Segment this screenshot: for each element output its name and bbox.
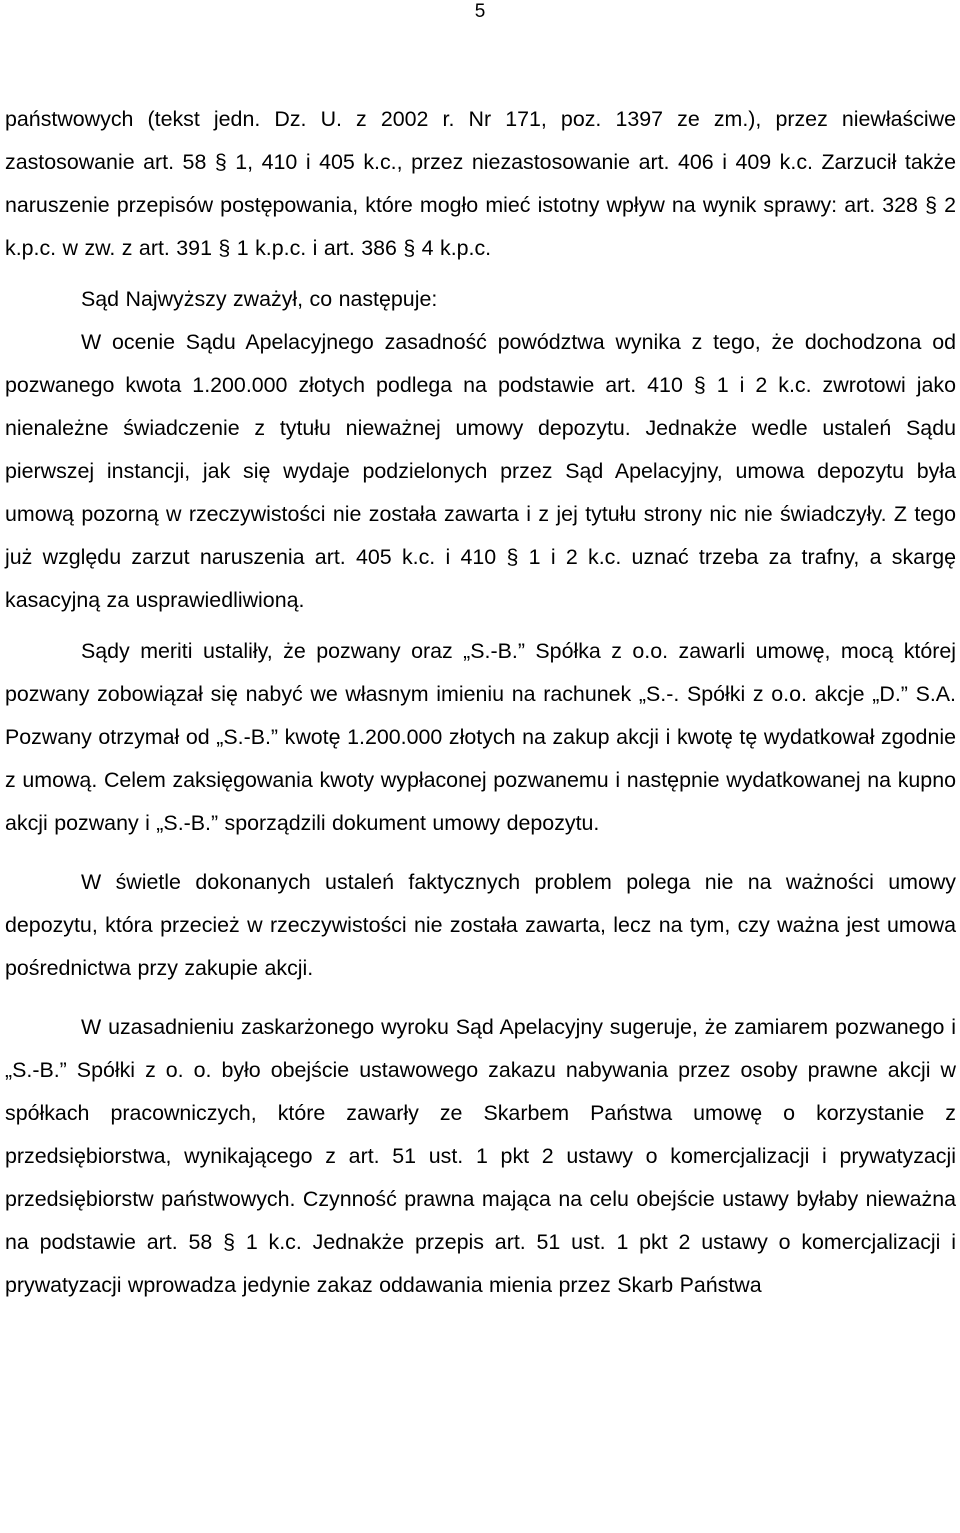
document-body	[5, 98, 956, 1307]
paragraph: Sądy meriti ustaliły, że pozwany oraz „S.-B.” Spółka z o.o. zawarli umowę, mocą której pozwany zobowiązał się nabyć we własnym imieniu na rachunek „S.-. Spółki z o.o. akcje „D.” S.A. Pozwany otrzymał od „S.-B.” kwotę 1.200.000 złotych na zakup akcji i kwotę tę wydatkował zgodnie z umową. Celem zaksięgowania kwoty wypłaconej pozwanemu i następnie wydatkowanej na kupno akcji pozwany i „S.-B.” sporządzili dokument umowy depozytu.	[5, 639, 956, 835]
paragraph-heading: Sąd Najwyższy zważył, co następuje:	[81, 287, 438, 311]
paragraph: W ocenie Sądu Apelacyjnego zasadność powództwa wynika z tego, że dochodzona od pozwanego kwota 1.200.000 złotych podlega na podstawie art. 410 § 1 i 2 k.c. zwrotowi jako nienależne świadczenie z tytułu nieważnej umowy depozytu. Jednakże wedle ustaleń Sądu pierwszej instancji, jak się wydaje podzielonych przez Sąd Apelacyjny, umowa depozytu była umową pozorną w rzeczywistości nie została zawarta i z jej tytułu strony nic nie świadczyły. Z tego już względu zarzut naruszenia art. 405 k.c. i 410 § 1 i 2 k.c. uznać trzeba za trafny, a skargę kasacyjną za usprawiedliwioną.	[5, 330, 956, 612]
paragraph-continuation: państwowych (tekst jedn. Dz. U. z 2002 r. Nr 171, poz. 1397 ze zm.), przez niewłaściwe zastosowanie art. 58 § 1, 410 i 405 k.c., przez niezastosowanie art. 406 i 409 k.c. Zarzucił także naruszenie przepisów postępowania, które mogło mieć istotny wpływ na wynik sprawy: art. 328 § 2 k.p.c. w zw. z art. 391 § 1 k.p.c. i art. 386 § 4 k.p.c.	[5, 107, 956, 260]
paragraph: W uzasadnieniu zaskarżonego wyroku Sąd Apelacyjny sugeruje, że zamiarem pozwanego i „S.-B.” Spółki z o. o. było obejście ustawowego zakazu nabywania przez osoby prawne akcji w spółkach pracowniczych, które zawarły ze Skarbem Państwa umowę o korzystanie z przedsiębiorstwa, wynikającego z art. 51 ust. 1 pkt 2 ustawy o komercjalizacji i prywatyzacji przedsiębiorstw państwowych. Czynność prawna mająca na celu obejście ustawy byłaby nieważna na podstawie art. 58 § 1 k.c. Jednakże przepis art. 51 ust. 1 pkt 2 ustawy o komercjalizacji i prywatyzacji wprowadza jedynie zakaz oddawania mienia przez Skarb Państwa	[5, 1015, 956, 1297]
page-number: 5	[474, 1, 486, 22]
paragraph: W świetle dokonanych ustaleń faktycznych problem polega nie na ważności umowy depozytu, która przecież w rzeczywistości nie została zawarta, lecz na tym, czy ważna jest umowa pośrednictwa przy zakupie akcji.	[5, 870, 956, 980]
